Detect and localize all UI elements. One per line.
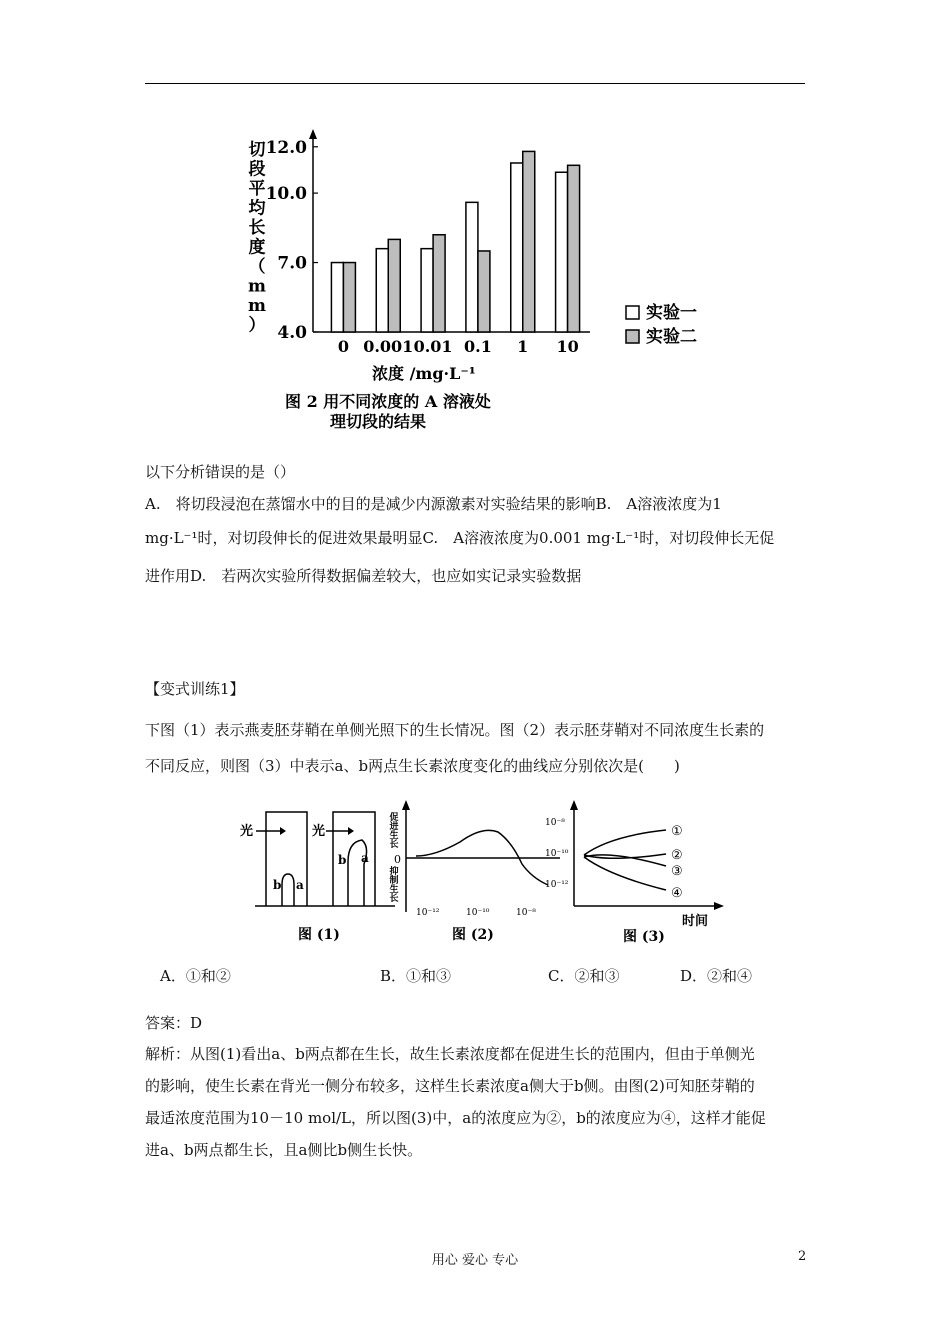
curve-label-1: ① xyxy=(671,824,683,839)
analysis-line1: 解析：从图(1)看出a、b两点都在生长，故生长素浓度都在促进生长的范围内，但由于单侧光 xyxy=(145,1045,755,1063)
figure-2-caption: 图 (2) xyxy=(452,927,494,943)
y-axis-label xyxy=(248,140,267,336)
y-tick-label: 12.0 xyxy=(265,137,307,158)
bar-exp1 xyxy=(466,202,478,332)
promote-growth-label xyxy=(388,811,398,850)
legend-label-exp1: 实验一 xyxy=(646,303,697,323)
question2-line1: 下图（1）表示燕麦胚芽鞘在单侧光照下的生长情况。图（2）表示胚芽鞘对不同浓度生长素的 xyxy=(145,721,765,739)
point-a-label-2: a xyxy=(361,851,369,865)
zero-label: 0 xyxy=(394,853,401,866)
time-axis-label: 时间 xyxy=(682,914,709,929)
promote-char: 进 xyxy=(389,822,399,832)
y-axis-label-char: m xyxy=(248,276,266,297)
inhibit-char: 制 xyxy=(389,876,399,886)
page-number: 2 xyxy=(798,1249,807,1264)
bar-exp2 xyxy=(388,239,400,332)
inhibit-char: 抑 xyxy=(389,867,399,877)
figure-1-coleoptile xyxy=(240,812,395,943)
y-axis-label-char: 切 xyxy=(248,140,266,160)
option-b: B．①和③ xyxy=(380,967,452,985)
promote-char: 促 xyxy=(389,813,399,823)
y-tick-1e-12: 10⁻¹² xyxy=(545,880,569,890)
x-tick-label: 0.001 xyxy=(363,337,414,356)
figure-2-response-curve xyxy=(388,800,560,943)
bar-exp1 xyxy=(331,263,343,332)
analysis xyxy=(145,1038,807,1166)
coleoptile-bent xyxy=(348,840,367,906)
light-label-2: 光 xyxy=(312,824,326,839)
y-axis-label-char: 段 xyxy=(248,159,266,180)
x-tick-label: 1 xyxy=(517,337,529,356)
x-axis-title: 浓度 /mg·L⁻¹ xyxy=(372,364,476,383)
bar-chart-figure xyxy=(240,125,720,435)
y-axis-label-char: 均 xyxy=(248,198,266,219)
point-a-label-1: a xyxy=(296,878,304,892)
option-c: C．②和③ xyxy=(548,967,620,985)
y-axis-label-char: ） xyxy=(248,315,266,336)
y-tick-label: 7.0 xyxy=(277,253,307,274)
y-axis-label-char: 平 xyxy=(248,179,266,199)
question1-line2: mg·L⁻¹时，对切段伸长的促进效果最明显C. A溶液浓度为0.001 mg·L⁻¹时，对切段伸长无促 xyxy=(145,529,775,547)
curve-label-2: ② xyxy=(671,848,683,863)
y-axis-label-char: （ xyxy=(248,257,266,277)
bar-exp1 xyxy=(376,249,388,332)
bar-exp1 xyxy=(556,172,568,332)
figure-1-caption: 图 (1) xyxy=(298,927,340,943)
x-tick-label: 0.01 xyxy=(413,337,453,356)
legend xyxy=(626,302,697,347)
x-tick-label: 0 xyxy=(337,337,349,356)
inhibit-growth-label xyxy=(389,865,398,904)
bar-exp1 xyxy=(421,249,433,332)
question1-line3: 进作用D. 若两次实验所得数据偏差较大，也应如实记录实验数据 xyxy=(145,567,582,585)
point-b-label-2: b xyxy=(338,853,347,867)
inhibit-char: 生 xyxy=(389,885,399,895)
analysis-line4: 进a、b两点都生长，且a侧比b侧生长快。 xyxy=(145,1141,423,1159)
y-tick-1e-8: 10⁻⁸ xyxy=(545,818,565,828)
tick-1e-8: 10⁻⁸ xyxy=(516,908,536,918)
y-tick-label: 10.0 xyxy=(265,184,307,205)
figure-3-concentration-time xyxy=(545,800,724,945)
option-a: A．①和② xyxy=(160,967,231,985)
tick-1e-12: 10⁻¹² xyxy=(416,908,440,918)
x-tick-label: 0.1 xyxy=(463,337,492,356)
y-axis-arrow xyxy=(309,129,317,139)
light-label-1: 光 xyxy=(240,824,254,839)
question2-line2: 不同反应，则图（3）中表示a、b两点生长素浓度变化的曲线应分别依次是( ) xyxy=(145,757,680,775)
header-rule xyxy=(145,83,805,84)
y-axis-label-char: 长 xyxy=(248,218,266,238)
curve-1 xyxy=(584,830,666,855)
bar-exp2 xyxy=(433,235,445,332)
section-title: 【变式训练1】 xyxy=(145,680,245,698)
bar-exp2 xyxy=(343,263,355,332)
y-tick-1e-10: 10⁻¹⁰ xyxy=(545,849,569,859)
x-tick-label: 10 xyxy=(556,337,579,356)
inhibit-char: 长 xyxy=(389,894,399,904)
bar-exp2 xyxy=(478,251,490,332)
figure-caption-line1: 图 2 用不同浓度的 A 溶液处 xyxy=(285,392,491,411)
curve-label-3: ③ xyxy=(671,864,683,879)
page-footer: 用心 爱心 专心 xyxy=(431,1253,519,1268)
promote-char: 生 xyxy=(389,831,399,841)
y-axis-label-char: m xyxy=(248,296,266,316)
figure-caption-line2: 理切段的结果 xyxy=(330,412,427,431)
coleoptile-straight xyxy=(282,874,294,906)
point-b-label-1: b xyxy=(273,878,282,892)
legend-label-exp2: 实验二 xyxy=(646,327,697,347)
legend-swatch-exp1 xyxy=(626,306,639,319)
option-d: D．②和④ xyxy=(680,967,753,985)
legend-swatch-exp2 xyxy=(626,330,639,343)
bar-exp2 xyxy=(523,151,535,332)
answer: 答案：D xyxy=(145,1014,203,1032)
growth-figures xyxy=(230,792,730,952)
bar-exp2 xyxy=(568,165,580,332)
curve-label-4: ④ xyxy=(671,886,683,901)
y-axis-label-char: 度 xyxy=(248,237,266,258)
tick-1e-10: 10⁻¹⁰ xyxy=(466,908,490,918)
bar-chart-plot xyxy=(266,129,590,356)
question1-stem: 以下分析错误的是（） xyxy=(145,463,296,481)
figure-3-caption: 图 (3) xyxy=(623,929,665,945)
question1-line1: A. 将切段浸泡在蒸馏水中的目的是减少内源激素对实验结果的影响B. A溶液浓度为1 xyxy=(145,495,722,513)
bar-exp1 xyxy=(511,163,523,332)
y-tick-label: 4.0 xyxy=(277,323,307,343)
promote-char: 长 xyxy=(389,840,399,850)
analysis-line3: 最适浓度范围为10－10 mol/L，所以图(3)中，a的浓度应为②，b的浓度应为④，这样才能促 xyxy=(145,1109,766,1127)
analysis-line2: 的影响，使生长素在背光一侧分布较多，这样生长素浓度a侧大于b侧。由图(2)可知胚芽鞘的 xyxy=(145,1077,755,1095)
